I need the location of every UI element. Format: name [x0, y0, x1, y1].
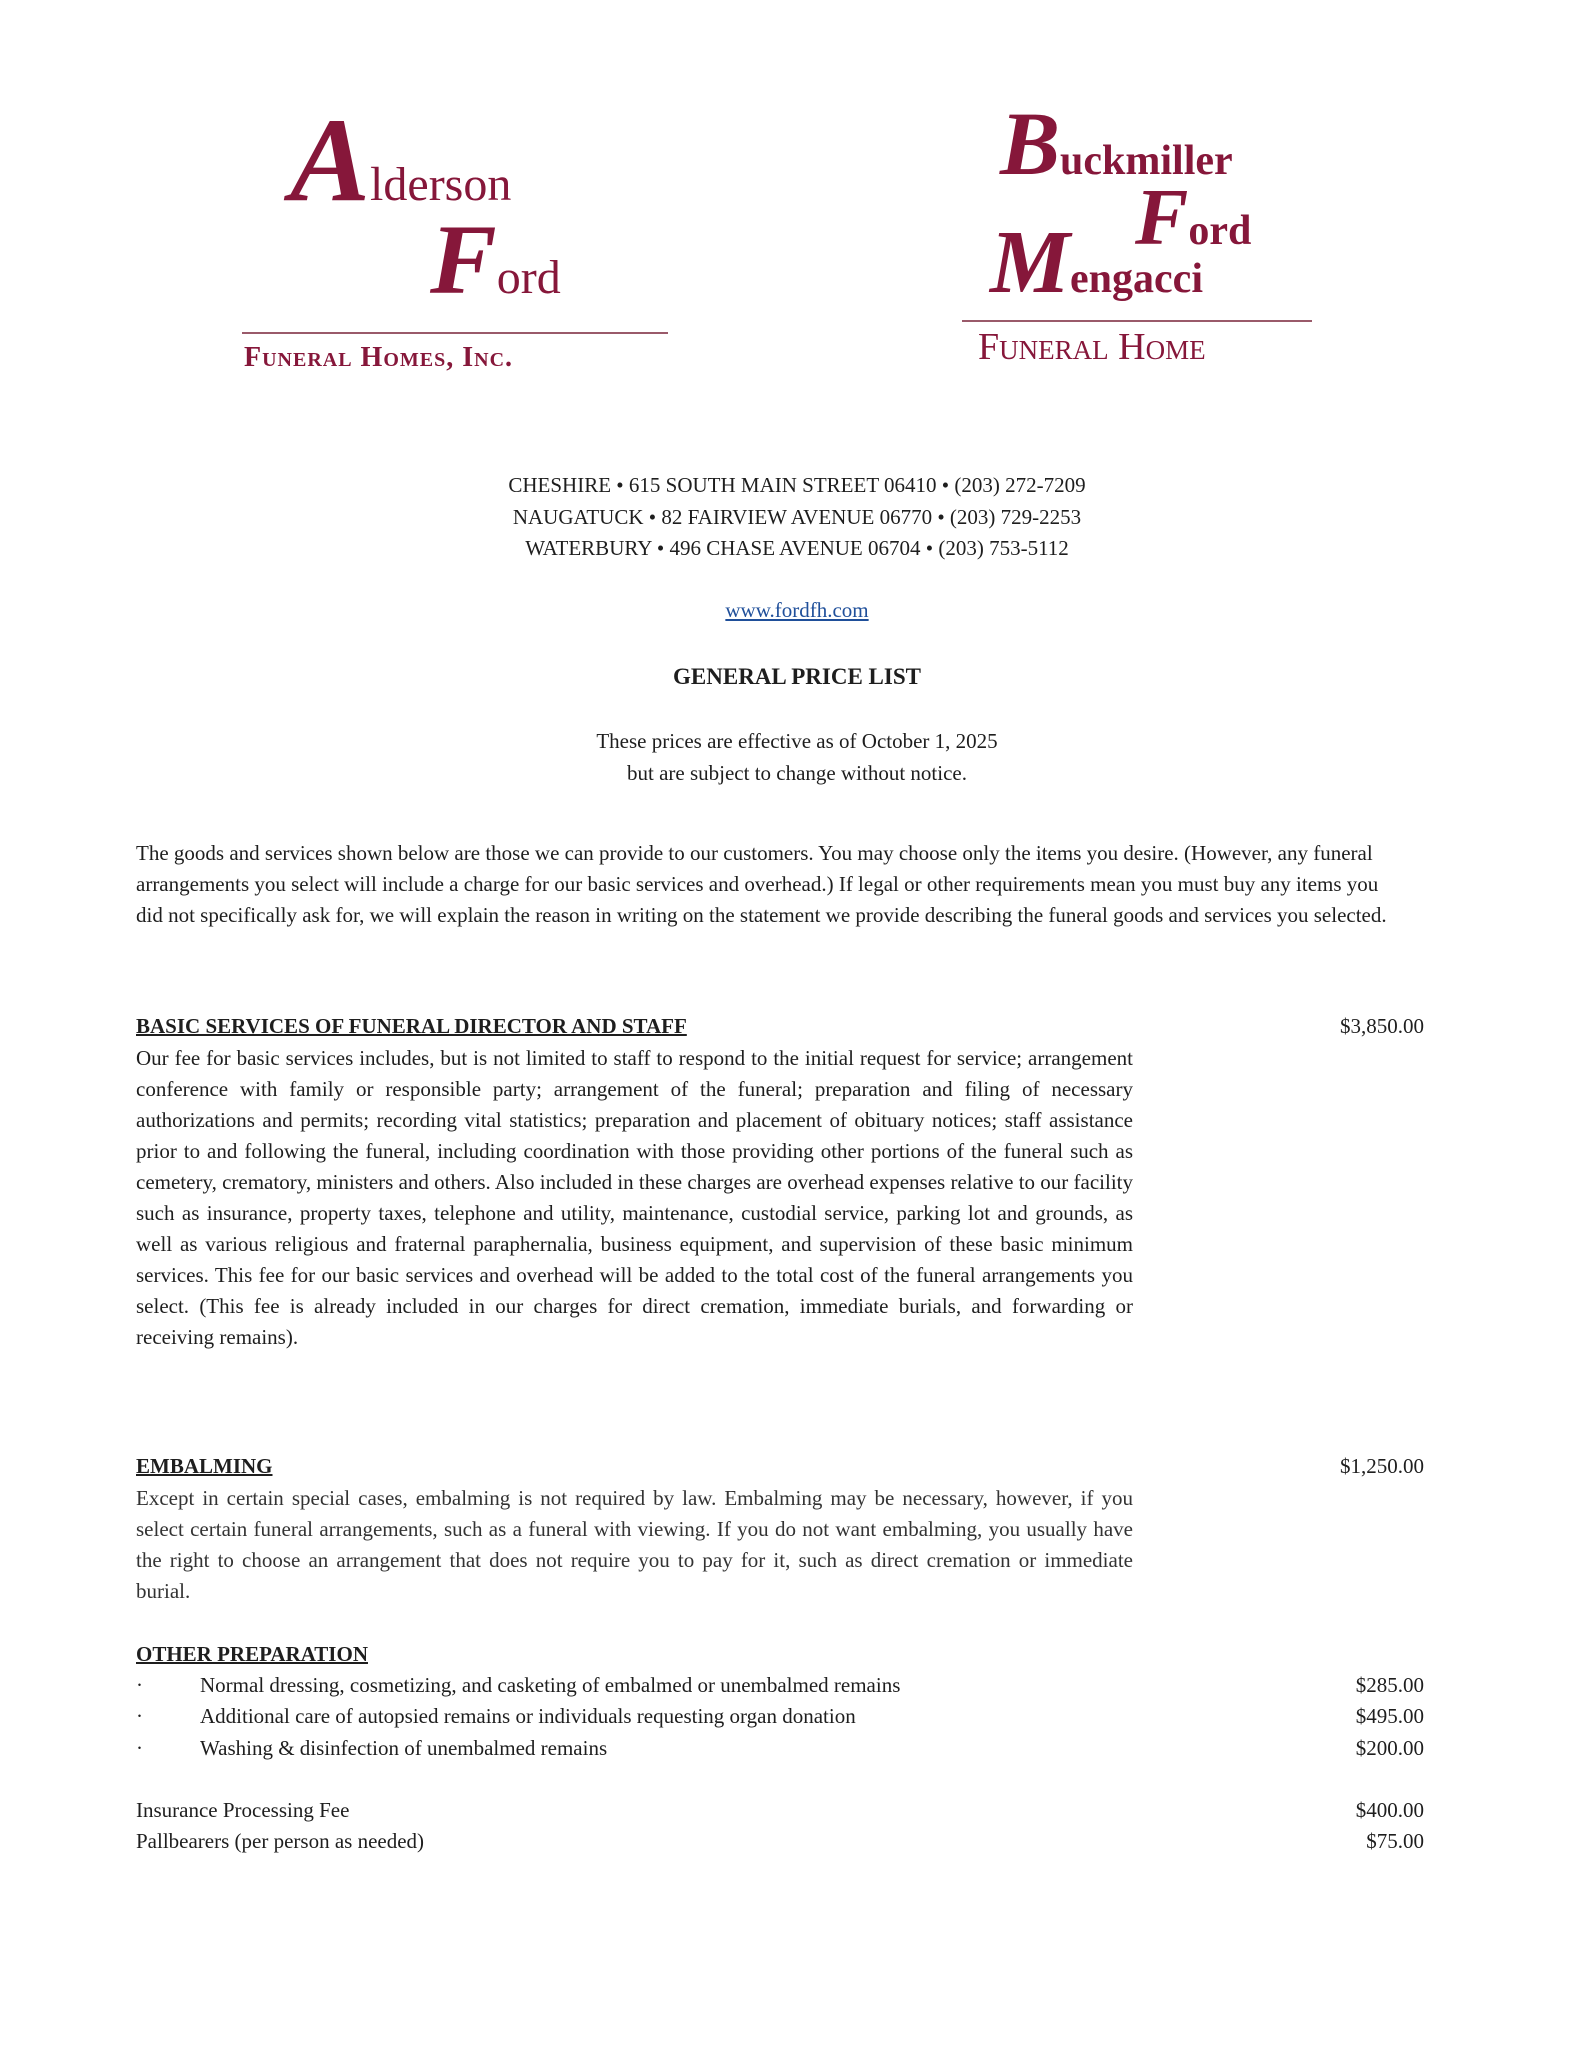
- embalming-description: Except in certain special cases, embalming is not required by law. Embalming may be necessary, however, if you select certain funeral arrangements, such as a funeral with viewing. If you do not want embalming, you usually have the right to choose an arrangement that does not require you to pay for it, such as direct cremation or immediate burial.: [136, 1486, 1133, 1603]
- logo-text: ord: [496, 251, 561, 304]
- logo-divider: [962, 320, 1312, 322]
- fee-price: $400.00: [1355, 1798, 1424, 1822]
- intro-paragraph: The goods and services shown below are those we can provide to our customers. You may choose only the items you desire. (However, any funeral arrangements you select will include a charge for our basic services and overhead.) If legal or other requirements mean you must buy any items you did not specifically ask for, we will explain the reason in writing on the statement we provide describing the funeral goods and services you selected.: [136, 841, 1387, 927]
- logo-divider: [242, 332, 668, 334]
- logo-tagline: Funeral Homes, Inc.: [244, 342, 514, 373]
- item-label: Additional care of autopsied remains or individuals requesting organ donation: [200, 1704, 856, 1728]
- bullet: ·: [136, 1673, 143, 1697]
- logo-text: engacci: [1070, 256, 1203, 302]
- page-title: GENERAL PRICE LIST: [673, 664, 921, 689]
- address-waterbury: WATERBURY • 496 CHASE AVENUE 06704 • (203) 753-5112: [525, 536, 1069, 560]
- fee-row-pallbearers: [136, 1826, 1424, 1857]
- alderson-ford-logo: [240, 93, 680, 380]
- logo-initial: M: [990, 213, 1071, 312]
- fee-label: Pallbearers (per person as needed): [136, 1829, 425, 1853]
- item-price: $285.00: [1355, 1673, 1424, 1697]
- address-naugatuck: NAUGATUCK • 82 FAIRVIEW AVENUE 06770 • (203) 729-2253: [512, 504, 1082, 529]
- basic-services-price: $3,850.00: [1340, 1014, 1424, 1038]
- item-label: Washing & disinfection of unembalmed remains: [200, 1736, 608, 1760]
- logo-initial: F: [430, 204, 497, 315]
- embalming-price: $1,250.00: [1340, 1454, 1424, 1478]
- fee-row-insurance: [136, 1795, 1424, 1826]
- bullet: ·: [136, 1704, 143, 1728]
- effective-date: [0, 726, 1594, 789]
- bullet: ·: [136, 1736, 143, 1760]
- logo-text: lderson: [370, 158, 512, 211]
- address-cheshire: CHESHIRE • 615 SOUTH MAIN STREET 06410 • (203) 272-7209: [508, 473, 1086, 497]
- list-item: [136, 1670, 1424, 1701]
- logo-tagline: Funeral Home: [978, 326, 1206, 368]
- basic-services-description: Our fee for basic services includes, but is not limited to staff to respond to the initial request for service; arrangement conference with family or responsible party; arrangement of the funeral; preparation and filing of necessary authorizations and permits; recording vital statistics; preparation and placement of obituary notices; staff assistance prior to and following the funeral, including coordination with those providing other portions of the funeral such as cemetery, crematory, ministers and others. Also included in these charges are overhead expenses relative to our facility such as insurance, property taxes, telephone and utility, maintenance, custodial service, parking lot and grounds, as well as various religious and fraternal paraphernalia, business equipment, and supervision of these basic minimum services. This fee for our basic services and overhead will be added to the total cost of the funeral arrangements you select. (This fee is already included in our charges for direct cremation, immediate burials, and forwarding or receiving remains).: [136, 1046, 1133, 1349]
- logo-text: ord: [1188, 208, 1252, 254]
- list-item: [136, 1733, 1424, 1764]
- fee-price: $75.00: [1366, 1829, 1424, 1853]
- logo-initial: B: [1000, 95, 1061, 194]
- fee-label: Insurance Processing Fee: [136, 1798, 350, 1822]
- other-preparation-heading: OTHER PREPARATION: [136, 1642, 368, 1666]
- basic-services-heading: BASIC SERVICES OF FUNERAL DIRECTOR AND STAFF: [136, 1014, 687, 1038]
- effective-line: but are subject to change without notice.: [627, 760, 967, 785]
- address-block: [0, 470, 1594, 565]
- logo-initial: F: [1135, 174, 1189, 262]
- item-price: $495.00: [1355, 1704, 1424, 1728]
- website-link[interactable]: www.fordfh.com: [725, 598, 869, 622]
- buckmiller-ford-mengacci-logo: [960, 95, 1320, 380]
- item-label: Normal dressing, cosmetizing, and casketing of embalmed or unembalmed remains: [200, 1673, 901, 1697]
- item-price: $200.00: [1355, 1736, 1424, 1760]
- logo-text: uckmiller: [1060, 138, 1233, 184]
- embalming-heading: EMBALMING: [136, 1454, 273, 1478]
- effective-line: These prices are effective as of October 1, 2025: [596, 729, 998, 753]
- list-item: [136, 1701, 1424, 1732]
- logo-initial: A: [290, 93, 371, 226]
